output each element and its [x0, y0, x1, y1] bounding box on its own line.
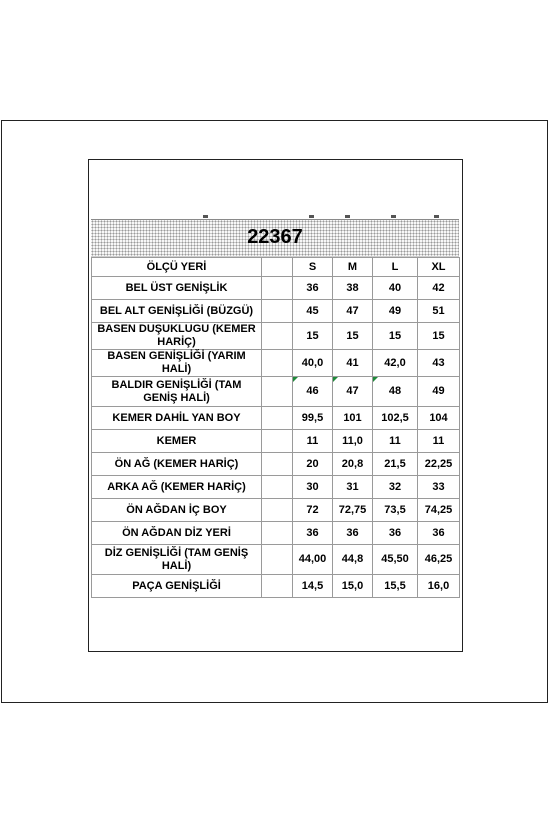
value-s: 20: [293, 453, 333, 476]
table-row: [92, 277, 460, 300]
value-m: 72,75: [333, 499, 373, 522]
row-label: DİZ GENİŞLİĞİ (TAM GENİŞ HALİ): [92, 545, 262, 575]
value-l: 42,0: [373, 350, 418, 377]
product-code-title: 22367: [247, 226, 303, 248]
table-row: [92, 300, 460, 323]
value-l: 102,5: [373, 407, 418, 430]
value-l: 11: [373, 430, 418, 453]
value-l: 21,5: [373, 453, 418, 476]
value-s: 72: [293, 499, 333, 522]
value-xl: 16,0: [418, 575, 460, 598]
blank-cell: [262, 323, 293, 350]
value-l: 32: [373, 476, 418, 499]
row-label: ARKA AĞ (KEMER HARİÇ): [92, 476, 262, 499]
header-size-m: M: [333, 258, 373, 277]
row-label: KEMER: [92, 430, 262, 453]
value-s: 45: [293, 300, 333, 323]
size-chart-sheet: [91, 215, 459, 598]
table-row: [92, 350, 460, 377]
row-label: BALDIR GENİŞLİĞİ (TAM GENİŞ HALİ): [92, 377, 262, 407]
table-row: [92, 430, 460, 453]
value-m: 101: [333, 407, 373, 430]
blank-cell: [262, 430, 293, 453]
value-xl: 49: [418, 377, 460, 407]
value-s: 15: [293, 323, 333, 350]
value-l: 15,5: [373, 575, 418, 598]
value-s: 36: [293, 522, 333, 545]
value-l: 49: [373, 300, 418, 323]
row-label: KEMER DAHİL YAN BOY: [92, 407, 262, 430]
header-measure-label: ÖLÇÜ YERİ: [92, 258, 262, 277]
row-label: PAÇA GENİŞLİĞİ: [92, 575, 262, 598]
value-xl: 74,25: [418, 499, 460, 522]
blank-cell: [262, 407, 293, 430]
blank-cell: [262, 499, 293, 522]
value-xl: 42: [418, 277, 460, 300]
table-row: [92, 499, 460, 522]
blank-cell: [262, 545, 293, 575]
table-row: [92, 323, 460, 350]
value-xl: 11: [418, 430, 460, 453]
value-xl: 104: [418, 407, 460, 430]
value-m: 15: [333, 323, 373, 350]
row-label: BASEN DUŞUKLUGU (KEMER HARİÇ): [92, 323, 262, 350]
blank-cell: [262, 300, 293, 323]
row-label: ÖN AĞDAN DİZ YERİ: [92, 522, 262, 545]
size-table: [91, 257, 460, 598]
table-row: [92, 453, 460, 476]
value-m: 41: [333, 350, 373, 377]
value-s: 11: [293, 430, 333, 453]
table-row: [92, 377, 460, 407]
value-xl: 36: [418, 522, 460, 545]
value-m: 20,8: [333, 453, 373, 476]
row-label: BEL ALT GENİŞLİĞİ (BÜZGÜ): [92, 300, 262, 323]
value-l: 40: [373, 277, 418, 300]
value-s: 99,5: [293, 407, 333, 430]
value-m: 44,8: [333, 545, 373, 575]
value-l: 15: [373, 323, 418, 350]
header-size-xl: XL: [418, 258, 460, 277]
value-xl: 33: [418, 476, 460, 499]
value-m: 38: [333, 277, 373, 300]
value-s: 14,5: [293, 575, 333, 598]
value-m: 31: [333, 476, 373, 499]
row-label: BASEN GENİŞLİĞİ (YARIM HALİ): [92, 350, 262, 377]
header-size-l: L: [373, 258, 418, 277]
value-m: 36: [333, 522, 373, 545]
value-l: 73,5: [373, 499, 418, 522]
blank-cell: [262, 453, 293, 476]
value-s: 36: [293, 277, 333, 300]
value-l: 48: [373, 377, 418, 407]
blank-cell: [262, 476, 293, 499]
blank-cell: [262, 350, 293, 377]
blank-cell: [262, 575, 293, 598]
blank-cell: [262, 277, 293, 300]
table-row: [92, 545, 460, 575]
value-l: 36: [373, 522, 418, 545]
value-s: 40,0: [293, 350, 333, 377]
value-xl: 51: [418, 300, 460, 323]
value-m: 11,0: [333, 430, 373, 453]
value-xl: 46,25: [418, 545, 460, 575]
value-xl: 22,25: [418, 453, 460, 476]
row-label: BEL ÜST GENİŞLİK: [92, 277, 262, 300]
value-s: 44,00: [293, 545, 333, 575]
value-m: 47: [333, 377, 373, 407]
table-row: [92, 522, 460, 545]
value-m: 15,0: [333, 575, 373, 598]
row-label: ÖN AĞDAN İÇ BOY: [92, 499, 262, 522]
value-l: 45,50: [373, 545, 418, 575]
table-row: [92, 575, 460, 598]
value-xl: 15: [418, 323, 460, 350]
blank-cell: [262, 258, 293, 277]
header-size-s: S: [293, 258, 333, 277]
title-row: [91, 220, 459, 257]
value-m: 47: [333, 300, 373, 323]
value-s: 46: [293, 377, 333, 407]
table-row: [92, 407, 460, 430]
blank-cell: [262, 522, 293, 545]
value-s: 30: [293, 476, 333, 499]
blank-cell: [262, 377, 293, 407]
value-xl: 43: [418, 350, 460, 377]
row-label: ÖN AĞ (KEMER HARİÇ): [92, 453, 262, 476]
table-row: [92, 476, 460, 499]
table-header-row: [92, 258, 460, 277]
